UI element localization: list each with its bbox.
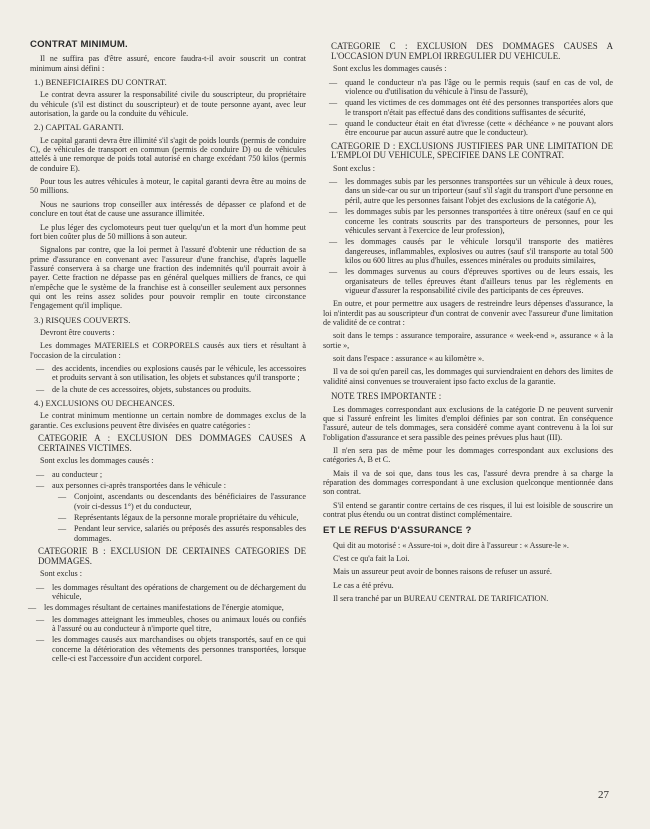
paragraph: Le capital garanti devra être illimité s'il s'agit de poids lourds (permis de conduire C), de véhicules de transport en commun (permis de conduire D) ou de véhicules attelés à une remorque de poids total autorisé en charge excédant 750 kilos (permis de conduire E).	[30, 135, 306, 173]
paragraph: S'il entend se garantir contre certains de ces risques, il lui est loisible de souscrire un contrat plus étendu ou un contrat distinct complémentaire.	[323, 500, 613, 520]
subsection-heading-capital: 2.) CAPITAL GARANTI.	[34, 122, 124, 133]
list-item: — quand le conducteur était en état d'ivresse (cette « déchéance » ne pouvant alors être encourue par aucun assuré autre que le conducteur).	[323, 119, 613, 138]
note-heading: NOTE TRES IMPORTANTE :	[331, 391, 442, 401]
paragraph: Le contrat devra assurer la responsabilité civile du souscripteur, du propriétaire du véhicule (s'il est distinct du souscripteur) et de toute personne ayant, avec leur autorisation, la garde ou la conduite du véhicule.	[30, 90, 306, 119]
paragraph: Devront être couverts :	[40, 327, 115, 337]
intro-paragraph: Il ne suffira pas d'être assuré, encore faudra-t-il avoir souscrit un contrat minimum ainsi défini :	[30, 54, 306, 73]
paragraph: Il sera tranché par un BUREAU CENTRAL DE TARIFICATION.	[333, 594, 549, 604]
list-item: — les dommages subis par les personnes transportées à titre onéreux (sauf en ce qui concerne les contrats souscrits par des transporteurs de personnes, pour les véhicules servant à l'exercice de leur profession),	[323, 207, 613, 235]
list-item: — des accidents, incendies ou explosions causés par le véhicule, les accessoires et produits servant à son utilisation, les objets et substances qu'il transporte ;	[30, 364, 306, 383]
subsection-heading-beneficiaires: 1.) BENEFICIAIRES DU CONTRAT.	[34, 77, 167, 88]
category-c-heading: CATEGORIE C : EXCLUSION DES DOMMAGES CAUSES A L'OCCASION D'UN EMPLOI IRREGULIER DU VEHICULE.	[331, 41, 613, 61]
list-item: — les dommages causés par le véhicule lorsqu'il transporte des matières dangereuses, inflammables, explosives ou autres (sauf s'il transporte au total 500 kilos ou 600 litres au plus d'huiles, essences minérales ou produits similaires,	[323, 237, 613, 265]
paragraph: Le plus léger des cyclomoteurs peut tuer quelqu'un et la mort d'un homme peut fort bien coûter plus de 50 millions à son auteur.	[30, 222, 306, 241]
list-item: — de la chute de ces accessoires, objets, substances ou produits.	[30, 385, 306, 394]
paragraph: En outre, et pour permettre aux usagers de restreindre leurs dépenses d'assurance, la loi n'interdit pas au souscripteur d'un contrat de convenir avec l'assureur d'une limitation de validité de ce contrat :	[323, 299, 613, 327]
paragraph: Sont exclus les dommages causés :	[40, 456, 154, 466]
category-a-heading: CATEGORIE A : EXCLUSION DES DOMMAGES CAUSES A CERTAINES VICTIMES.	[38, 433, 306, 453]
list-item: — les dommages subis par les personnes transportées sur un véhicule à deux roues, dans un side-car ou sur un triporteur (sauf s'il s'agit du transport d'une personne en péril, autre que les personnes faisant l'objet des exclusions de la catégorie A),	[323, 177, 613, 205]
paragraph: Le contrat minimum mentionne un certain nombre de dommages exclus de la garantie. Ces exclusions peuvent être divisées en quatre catégories :	[30, 411, 306, 430]
paragraph: soit dans le temps : assurance temporaire, assurance « week-end », assurance « à la sortie »,	[323, 331, 613, 350]
subsection-heading-risques: 3.) RISQUES COUVERTS.	[34, 314, 131, 325]
paragraph: Mais il va de soi que, dans tous les cas, l'assuré devra prendre à sa charge la réparation des dommages correspondant à une exclusion quelconque mentionnée dans son contrat.	[323, 468, 613, 497]
paragraph: Les dommages MATERIELS et CORPORELS causés aux tiers et résultant à l'occasion de la circulation :	[30, 341, 306, 360]
paragraph: Sont exclus les dommages causés :	[333, 64, 447, 74]
paragraph: C'est ce qu'a fait la Loi.	[333, 554, 410, 564]
right-column	[323, 42, 613, 607]
list-item: — aux personnes ci-après transportées dans le véhicule :	[30, 481, 306, 490]
list-item: — Pendant leur service, salariés ou préposés des assurés responsables des dommages.	[30, 524, 306, 543]
category-b-list	[30, 583, 306, 664]
paragraph: Nous ne saurions trop conseiller aux intéressés de dépasser ce plafond et de conclure en tout état de cause une assurance illimitée.	[30, 199, 306, 219]
list-item: — quand le conducteur n'a pas l'âge ou le permis requis (sauf en cas de vol, de violence ou d'utilisation du véhicule à l'insu de l'assuré),	[323, 78, 613, 97]
subsection-heading-exclusions: 4.) EXCLUSIONS OU DECHEANCES.	[34, 398, 175, 408]
paragraph: Les dommages correspondant aux exclusions de la catégorie D ne peuvent survenir que si l'assuré enfreint les limites d'emploi définies par son contrat. En conséquence l'assuré, auteur de tels dommages, sera considéré comme ayant contrevenu à la loi sur l'obligation d'assurance et sera passible des peines prévues plus haut (III).	[323, 404, 613, 442]
paragraph: Pour tous les autres véhicules à moteur, le capital garanti devra être au moins de 50 millions.	[30, 177, 306, 196]
paragraph: soit dans l'espace : assurance « au kilomètre ».	[333, 353, 485, 363]
section-title-refus: ET LE REFUS D'ASSURANCE ?	[323, 525, 472, 537]
category-d-heading: CATEGORIE D : EXCLUSIONS JUSTIFIEES PAR UNE LIMITATION DE L'EMPLOI DU VEHICULE, SPECIFIEE DANS LE CONTRAT.	[331, 140, 613, 161]
list-item: — les dommages atteignant les immeubles, choses ou animaux loués ou confiés à l'assuré ou au conducteur à n'importe quel titre,	[30, 615, 306, 634]
paragraph: Qui dit au motorisé : « Assure-toi », doit dire à l'assureur : « Assure-le ».	[333, 540, 569, 550]
page-number: 27	[598, 789, 609, 801]
list-item: — au conducteur ;	[30, 470, 306, 479]
list-item: — les dommages survenus au cours d'épreuves sportives ou de leurs essais, les organisateurs de telles épreuves étant d'ailleurs tenus par les règlements en vigueur d'assurer la responsabilité civile des participants de ces épreuves.	[323, 267, 613, 295]
paragraph: Sont exclus :	[333, 163, 375, 173]
risk-list	[30, 364, 306, 394]
list-item: — quand les victimes de ces dommages ont été des personnes transportées alors que le transport n'était pas effectué dans des conditions suffisantes de sécurité,	[323, 98, 613, 117]
paragraph: Signalons par contre, que la loi permet à l'assuré d'obtenir une réduction de sa prime d'assurance en convenant avec l'assureur d'une franchise, d'après laquelle l'assuré conservera à sa charge une fraction des indemnités qu'il pourrait avoir à payer. Cette fraction ne dépasse pas en général quelques milliers de francs, ce qui n'empêche que le système de la franchise est à conseiller seulement aux personnes qui ont les reins assez solides pour pouvoir remplir en toute circonstance l'engagement qu'il implique.	[30, 245, 306, 311]
list-item: — les dommages résultant des opérations de chargement ou de déchargement du véhicule,	[30, 583, 306, 602]
left-column	[30, 40, 306, 667]
list-item: — Représentants légaux de la personne morale propriétaire du véhicule,	[30, 513, 306, 522]
category-c-list	[323, 78, 613, 138]
list-item: — les dommages causés aux marchandises ou objets transportés, sauf en ce qui concerne la détérioration des vêtements des personnes transportées, lorsque celle-ci est l'accessoire d'un accident corporel.	[30, 635, 306, 663]
section-title-contrat-minimum: CONTRAT MINIMUM.	[30, 39, 128, 50]
paragraph: Mais un assureur peut avoir de bonnes raisons de refuser un assuré.	[333, 567, 552, 577]
category-a-list	[30, 470, 306, 543]
paragraph: Le cas a été prévu.	[333, 580, 394, 590]
category-d-list	[323, 177, 613, 295]
paragraph: Sont exclus :	[40, 569, 82, 579]
category-b-heading: CATEGORIE B : EXCLUSION DE CERTAINES CATEGORIES DE DOMMAGES.	[38, 545, 306, 566]
paragraph: Il va de soi qu'en pareil cas, les dommages qui surviendraient en dehors des limites de validité ainsi convenues se trouveraient ipso facto exclus de la garantie.	[323, 367, 613, 386]
list-item: — Conjoint, ascendants ou descendants des bénéficiaires de l'assurance (voir ci-dessus 1°) et du conducteur,	[30, 492, 306, 511]
paragraph: Il n'en sera pas de même pour les dommages correspondant aux exclusions des catégories A, B et C.	[323, 445, 613, 465]
list-item: — les dommages résultant de certaines manifestations de l'énergie atomique,	[30, 603, 306, 612]
